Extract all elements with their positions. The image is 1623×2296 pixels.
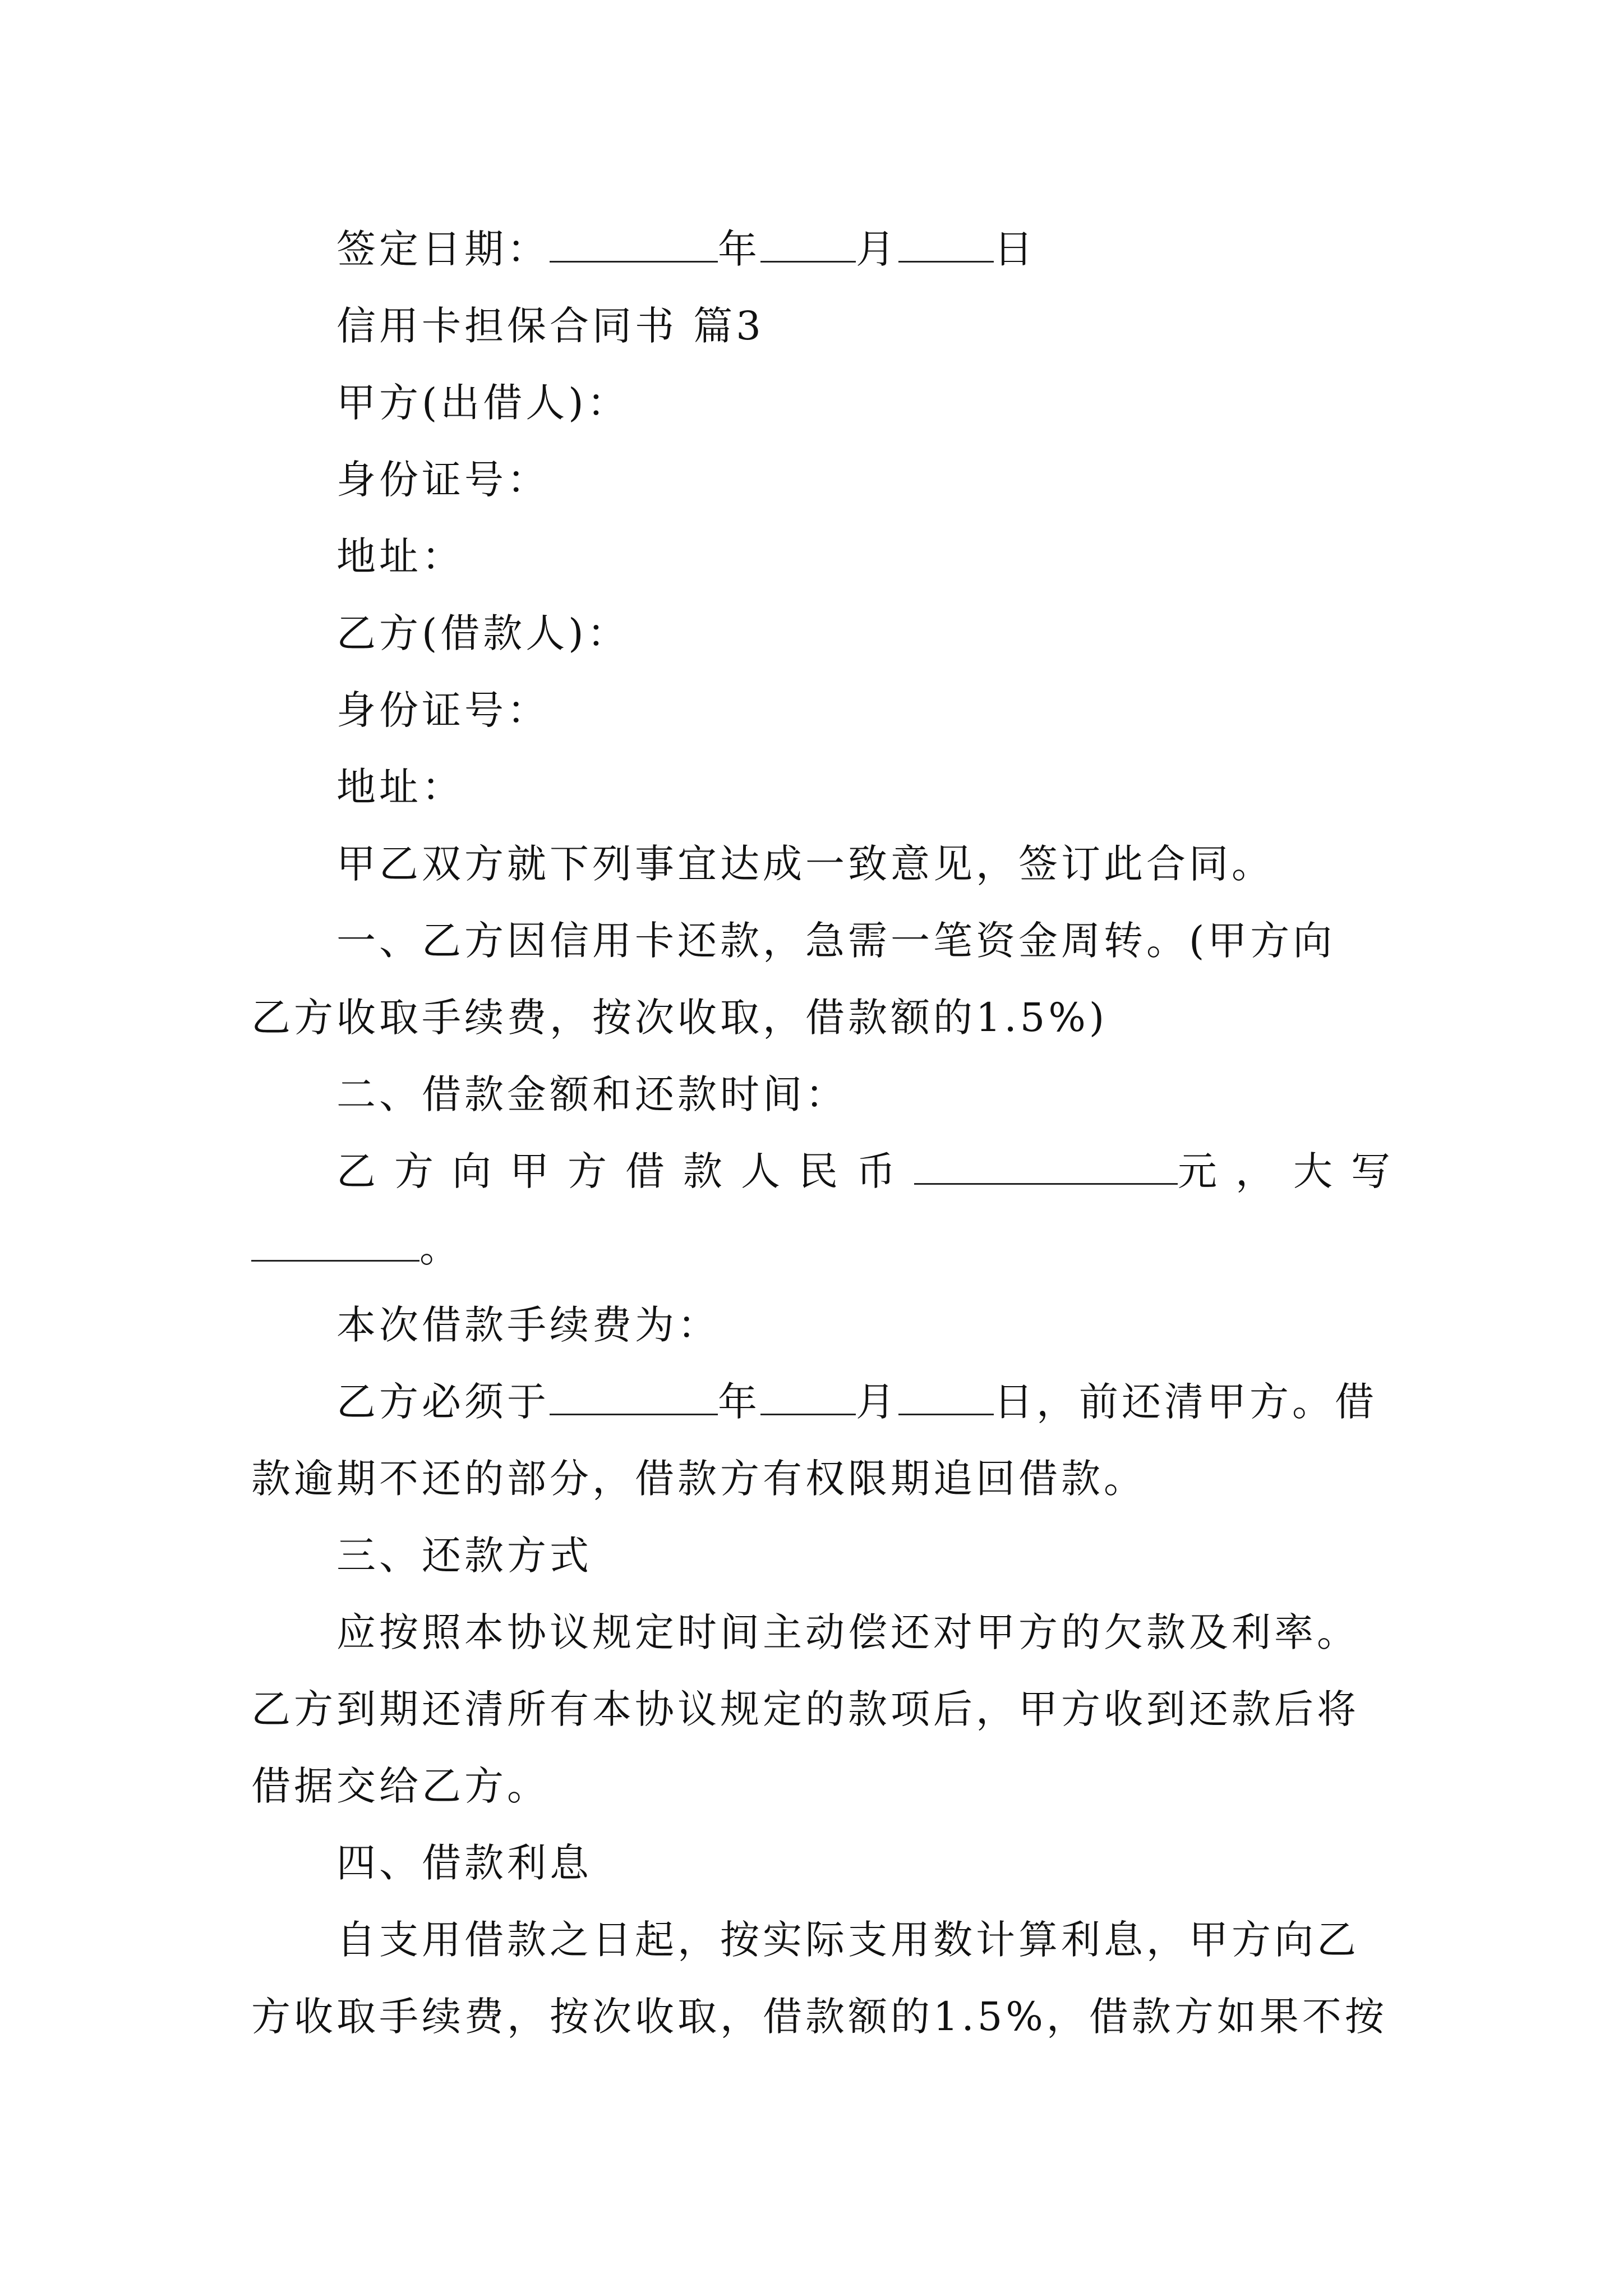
month-char: 月 [856,226,898,272]
repay-prefix: 乙方必须于 [336,1379,550,1425]
clause-3-line-1: 应按照本协议规定时间主动偿还对甲方的欠款及利率。 [336,1609,1359,1655]
clause-4-line-1: 自支用借款之日起，按实际支用数计算利息，甲方向乙 [336,1917,1359,1963]
repay-month-char: 月 [856,1379,898,1425]
clause-2-capital-line [251,1210,1382,1287]
agreement-statement: 甲乙双方就下列事宜达成一致意见，签订此合同。 [336,841,1274,887]
party-b-label: 乙方(借款人)： [336,610,630,656]
amount-capital-label: 元，大写 [1178,1148,1409,1194]
month-blank [760,227,856,263]
repay-line-2: 款逾期不还的部分，借款方有权限期追回借款。 [251,1456,1146,1502]
sign-date-line [251,211,1382,288]
year-blank [550,227,718,263]
day-char: 日 [994,226,1036,272]
clause-4-title: 四、借款利息 [336,1840,592,1886]
party-b-id-label: 身份证号： [336,687,550,733]
repay-day-char: 日 [994,1379,1036,1425]
capital-amount-blank [251,1226,419,1262]
clause-2-title: 二、借款金额和还款时间： [336,1071,848,1117]
clause-2-amount-line [251,1133,1409,1210]
sign-date-label: 签定日期： [336,226,550,272]
clause-3-title: 三、还款方式 [336,1533,592,1579]
party-a-label: 甲方(出借人)： [336,380,630,426]
clause-3-line-3: 借据交给乙方。 [251,1763,550,1809]
amount-prefix: 乙方向甲方借款人民币 [336,1148,914,1194]
repay-suffix: ，前还清甲方。借 [1036,1379,1377,1425]
repay-day-blank [898,1380,994,1415]
clause-1-line-2: 乙方收取手续费，按次收取，借款额的1.5%) [251,995,1108,1041]
repay-date-line [251,1364,1382,1441]
repay-year-char: 年 [718,1379,760,1425]
clause-1-line-1: 一、乙方因信用卡还款，急需一笔资金周转。(甲方向 [336,918,1336,964]
year-char: 年 [718,226,760,272]
party-a-id-label: 身份证号： [336,457,550,503]
day-blank [898,227,994,263]
capital-amount-end: 。 [419,1225,462,1271]
document-title: 信用卡担保合同书 篇3 [336,303,764,349]
fee-line: 本次借款手续费为： [336,1302,720,1348]
clause-3-line-2: 乙方到期还清所有本协议规定的款项后，甲方收到还款后将 [251,1686,1359,1732]
clause-4-line-2: 方收取手续费，按次收取，借款额的1.5%，借款方如果不按 [251,1994,1387,2040]
amount-blank [914,1149,1178,1185]
repay-year-blank [550,1380,718,1415]
party-b-address-label: 地址： [336,764,464,810]
repay-month-blank [760,1380,856,1415]
party-a-address-label: 地址： [336,533,464,579]
document-body [251,211,1409,2055]
